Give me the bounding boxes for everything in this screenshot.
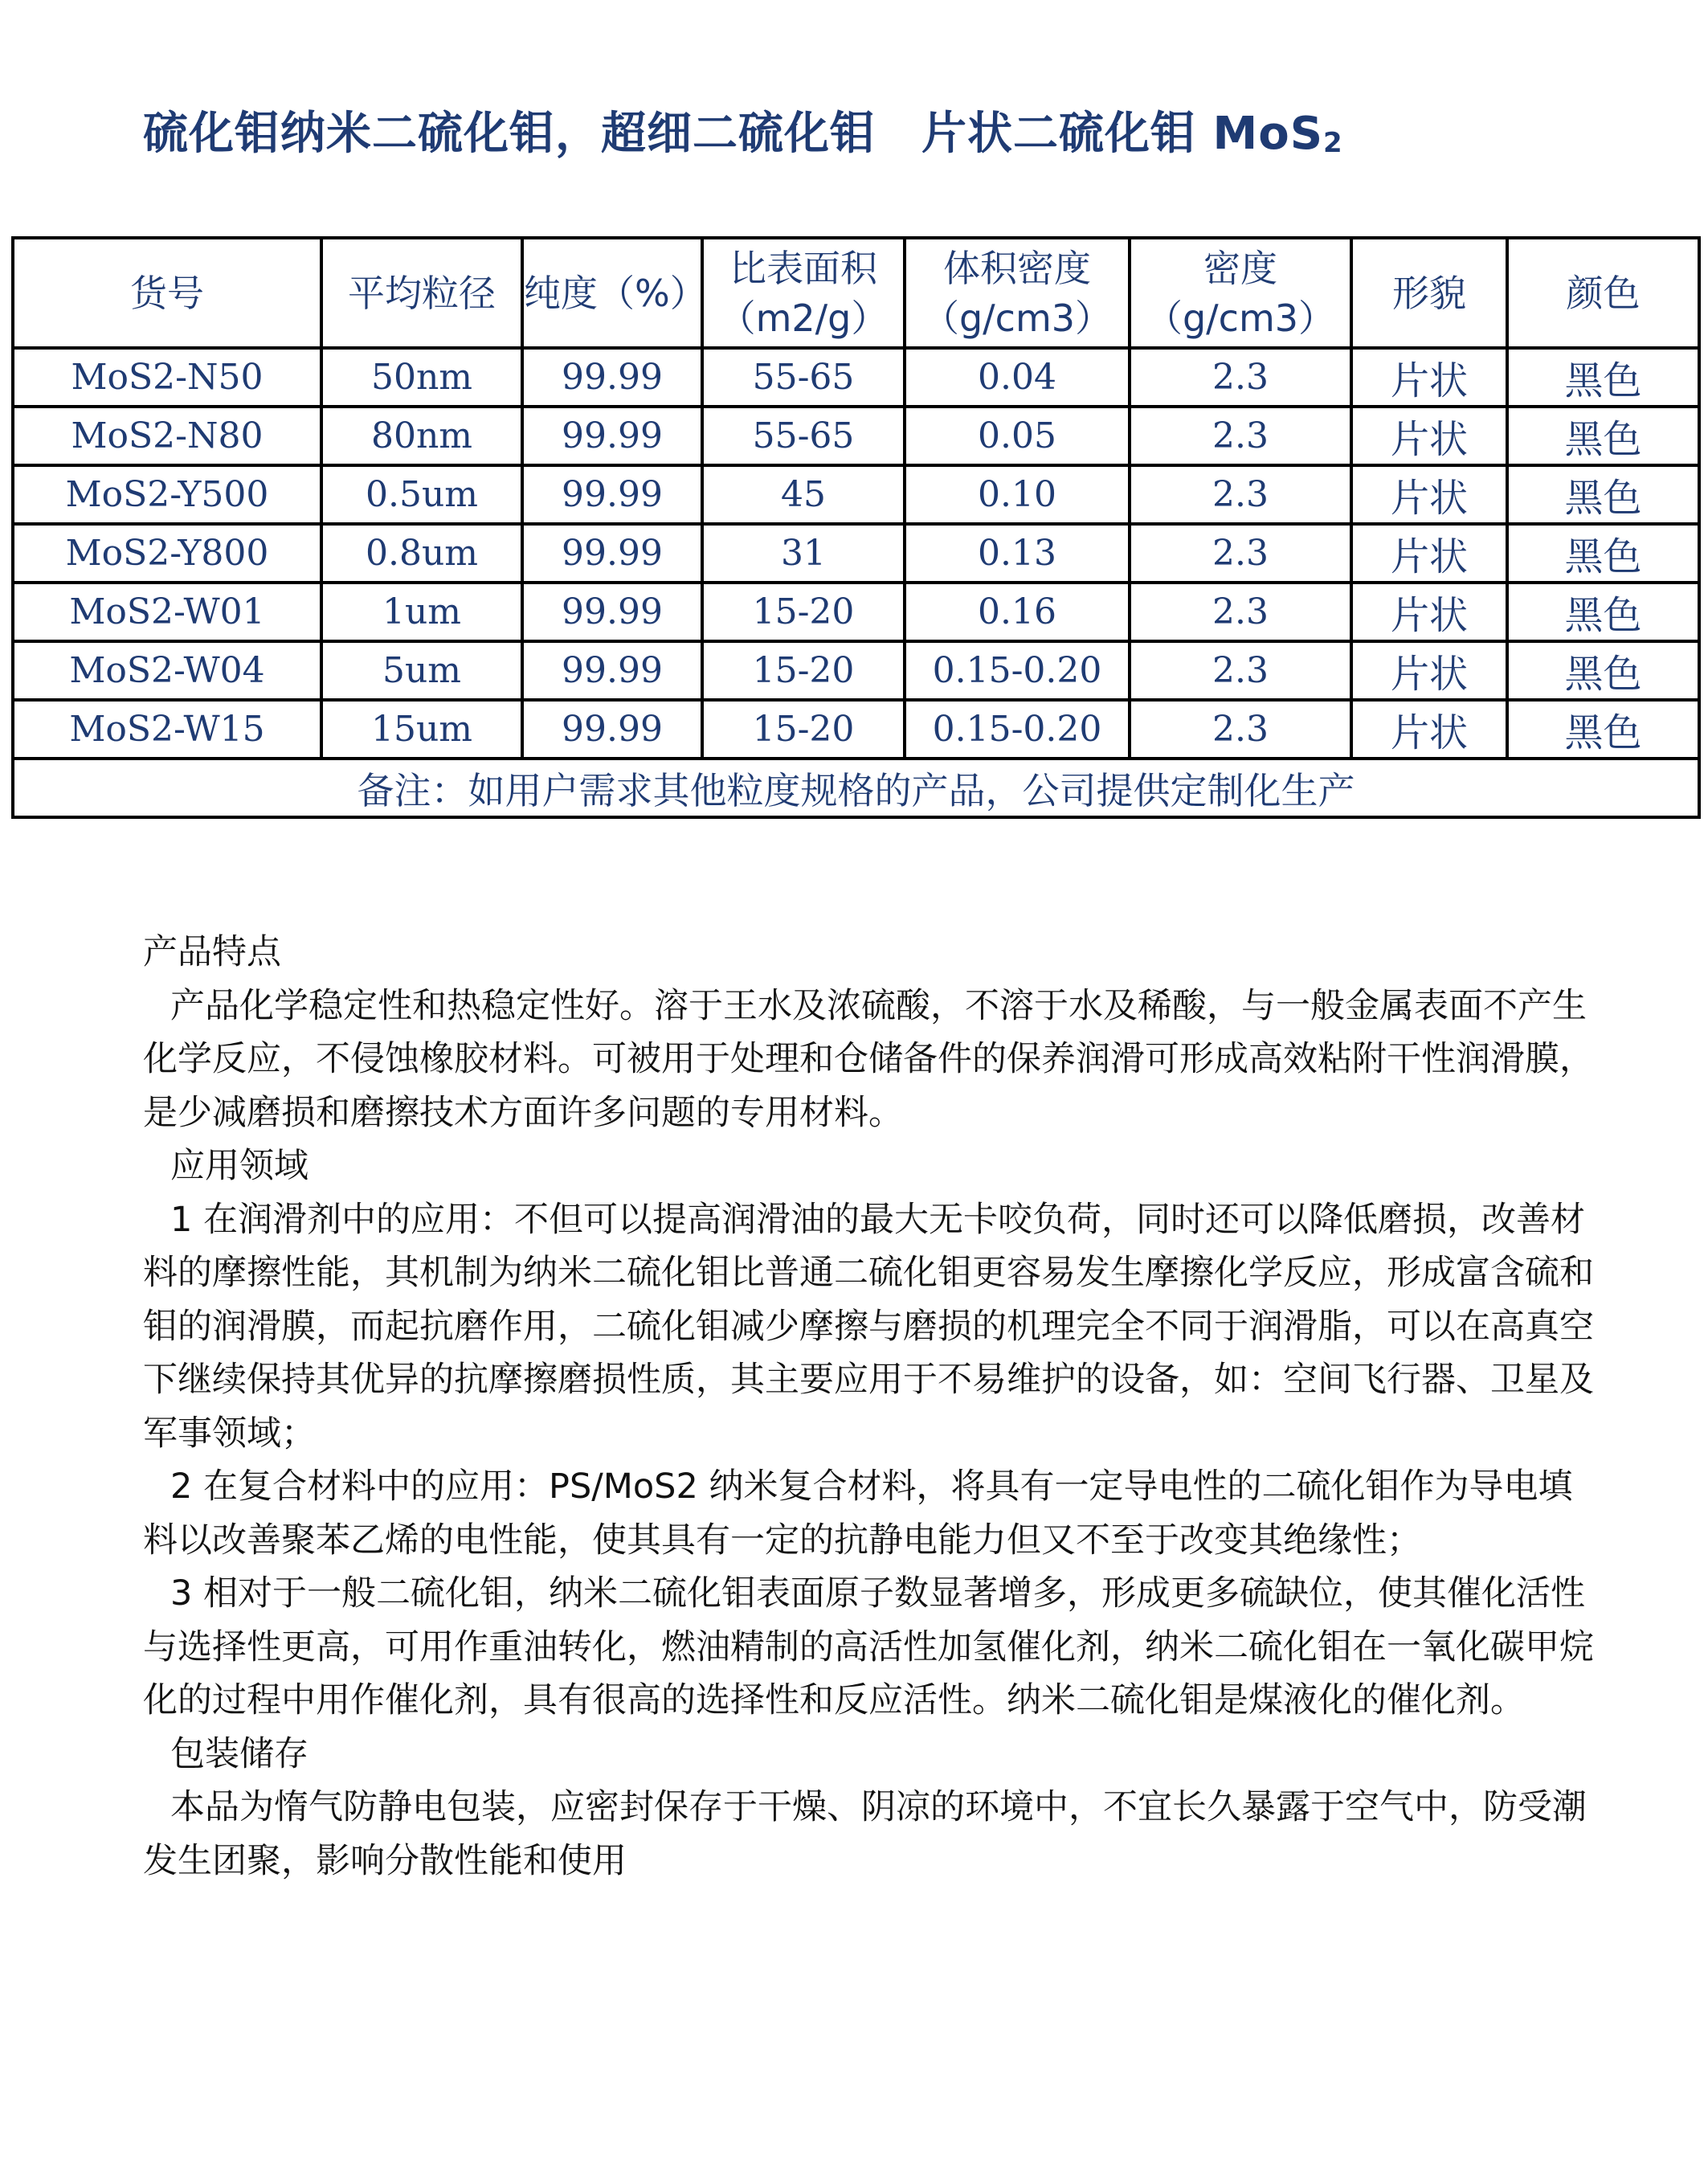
cell-color: 黑色 bbox=[1507, 583, 1699, 641]
cell-particle-size: 80nm bbox=[321, 407, 522, 465]
cell-morphology: 片状 bbox=[1351, 583, 1507, 641]
cell-purity: 99.99 bbox=[522, 641, 702, 700]
application-item-2: 2 在复合材料中的应用：PS/MoS2 纳米复合材料，将具有一定导电性的二硫化钼作为导电填料以改善聚苯乙烯的电性能，使其具有一定的抗静电能力但又不至于改变其绝缘性； bbox=[143, 1467, 1573, 1561]
cell-particle-size: 5um bbox=[321, 641, 522, 700]
cell-specific-surface: 55-65 bbox=[702, 407, 905, 465]
cell-bulk-density: 0.16 bbox=[905, 583, 1130, 641]
table-row bbox=[13, 641, 1699, 700]
features-text: 产品化学稳定性和热稳定性好。溶于王水及浓硫酸，不溶于水及稀酸，与一般金属表面不产生化学反应，不侵蚀橡胶材料。可被用于处理和仓储备件的保养润滑可形成高效粘附干性润滑膜，是少减磨损和磨擦技术方面许多问题的专用材料。 bbox=[143, 985, 1594, 1133]
cell-density: 2.3 bbox=[1130, 407, 1351, 465]
header-particle-size: 平均粒径 bbox=[321, 238, 522, 348]
cell-bulk-density: 0.13 bbox=[905, 524, 1130, 583]
cell-specific-surface: 31 bbox=[702, 524, 905, 583]
cell-particle-size: 0.8um bbox=[321, 524, 522, 583]
cell-color: 黑色 bbox=[1507, 700, 1699, 759]
cell-density: 2.3 bbox=[1130, 465, 1351, 524]
cell-color: 黑色 bbox=[1507, 524, 1699, 583]
cell-density: 2.3 bbox=[1130, 524, 1351, 583]
application-item-1: 1 在润滑剂中的应用：不但可以提高润滑油的最大无卡咬负荷，同时还可以降低磨损，改善材料的摩擦性能，其机制为纳米二硫化钼比普通二硫化钼更容易发生摩擦化学反应，形成富含硫和钼的润滑膜，而起抗磨作用，二硫化钼减少摩擦与磨损的机理完全不同于润滑脂，可以在高真空下继续保持其优异的抗摩擦磨损性质，其主要应用于不易维护的设备，如：空间飞行器、卫星及军事领域； bbox=[143, 1199, 1594, 1454]
cell-bulk-density: 0.04 bbox=[905, 348, 1130, 407]
cell-particle-size: 0.5um bbox=[321, 465, 522, 524]
features-heading: 产品特点 bbox=[143, 932, 281, 972]
header-bulk-density: 体积密度 （g/cm3） bbox=[905, 238, 1130, 348]
cell-particle-size: 50nm bbox=[321, 348, 522, 407]
table-row bbox=[13, 700, 1699, 759]
cell-bulk-density: 0.15-0.20 bbox=[905, 700, 1130, 759]
cell-item-no: MoS2-N80 bbox=[13, 407, 321, 465]
cell-specific-surface: 45 bbox=[702, 465, 905, 524]
cell-item-no: MoS2-W15 bbox=[13, 700, 321, 759]
cell-specific-surface: 55-65 bbox=[702, 348, 905, 407]
cell-color: 黑色 bbox=[1507, 465, 1699, 524]
header-color: 颜色 bbox=[1507, 238, 1699, 348]
table-row bbox=[13, 583, 1699, 641]
cell-particle-size: 1um bbox=[321, 583, 522, 641]
cell-purity: 99.99 bbox=[522, 465, 702, 524]
application-item-3: 3 相对于一般二硫化钼，纳米二硫化钼表面原子数显著增多，形成更多硫缺位，使其催化活性与选择性更高，可用作重油转化，燃油精制的高活性加氢催化剂，纳米二硫化钼在一氧化碳甲烷化的过程中用作催化剂，具有很高的选择性和反应活性。纳米二硫化钼是煤液化的催化剂。 bbox=[143, 1573, 1594, 1720]
cell-color: 黑色 bbox=[1507, 348, 1699, 407]
cell-purity: 99.99 bbox=[522, 700, 702, 759]
cell-density: 2.3 bbox=[1130, 583, 1351, 641]
cell-purity: 99.99 bbox=[522, 407, 702, 465]
cell-density: 2.3 bbox=[1130, 348, 1351, 407]
cell-item-no: MoS2-N50 bbox=[13, 348, 321, 407]
cell-bulk-density: 0.15-0.20 bbox=[905, 641, 1130, 700]
cell-density: 2.3 bbox=[1130, 641, 1351, 700]
cell-purity: 99.99 bbox=[522, 524, 702, 583]
cell-morphology: 片状 bbox=[1351, 407, 1507, 465]
header-purity: 纯度（%） bbox=[522, 238, 702, 348]
cell-color: 黑色 bbox=[1507, 641, 1699, 700]
table-header-row bbox=[13, 238, 1699, 348]
cell-morphology: 片状 bbox=[1351, 700, 1507, 759]
cell-color: 黑色 bbox=[1507, 407, 1699, 465]
packaging-heading: 包装储存 bbox=[170, 1733, 309, 1774]
cell-particle-size: 15um bbox=[321, 700, 522, 759]
packaging-text: 本品为惰气防静电包装，应密封保存于干燥、阴凉的环境中，不宜长久暴露于空气中，防受潮发生团聚，影响分散性能和使用 bbox=[143, 1787, 1587, 1881]
product-description bbox=[143, 926, 1605, 1888]
page-title bbox=[143, 98, 1343, 162]
table-row bbox=[13, 524, 1699, 583]
table-row bbox=[13, 465, 1699, 524]
cell-specific-surface: 15-20 bbox=[702, 641, 905, 700]
table-note: 备注：如用户需求其他粒度规格的产品，公司提供定制化生产 bbox=[13, 759, 1699, 817]
cell-item-no: MoS2-W01 bbox=[13, 583, 321, 641]
cell-specific-surface: 15-20 bbox=[702, 583, 905, 641]
header-morphology: 形貌 bbox=[1351, 238, 1507, 348]
cell-specific-surface: 15-20 bbox=[702, 700, 905, 759]
table-row bbox=[13, 407, 1699, 465]
cell-morphology: 片状 bbox=[1351, 465, 1507, 524]
cell-morphology: 片状 bbox=[1351, 348, 1507, 407]
cell-morphology: 片状 bbox=[1351, 524, 1507, 583]
cell-density: 2.3 bbox=[1130, 700, 1351, 759]
page-title-text: 硫化钼纳米二硫化钼，超细二硫化钼 片状二硫化钼 MoS bbox=[143, 108, 1324, 160]
cell-morphology: 片状 bbox=[1351, 641, 1507, 700]
spec-table bbox=[11, 236, 1701, 819]
header-item-no: 货号 bbox=[13, 238, 321, 348]
cell-item-no: MoS2-W04 bbox=[13, 641, 321, 700]
table-note-row bbox=[13, 759, 1699, 817]
cell-bulk-density: 0.05 bbox=[905, 407, 1130, 465]
header-specific-surface: 比表面积 （m2/g） bbox=[702, 238, 905, 348]
cell-item-no: MoS2-Y800 bbox=[13, 524, 321, 583]
table-row bbox=[13, 348, 1699, 407]
cell-purity: 99.99 bbox=[522, 348, 702, 407]
applications-heading: 应用领域 bbox=[170, 1146, 309, 1186]
cell-bulk-density: 0.10 bbox=[905, 465, 1130, 524]
page-title-subscript: 2 bbox=[1323, 127, 1343, 159]
cell-item-no: MoS2-Y500 bbox=[13, 465, 321, 524]
cell-purity: 99.99 bbox=[522, 583, 702, 641]
header-density: 密度 （g/cm3） bbox=[1130, 238, 1351, 348]
